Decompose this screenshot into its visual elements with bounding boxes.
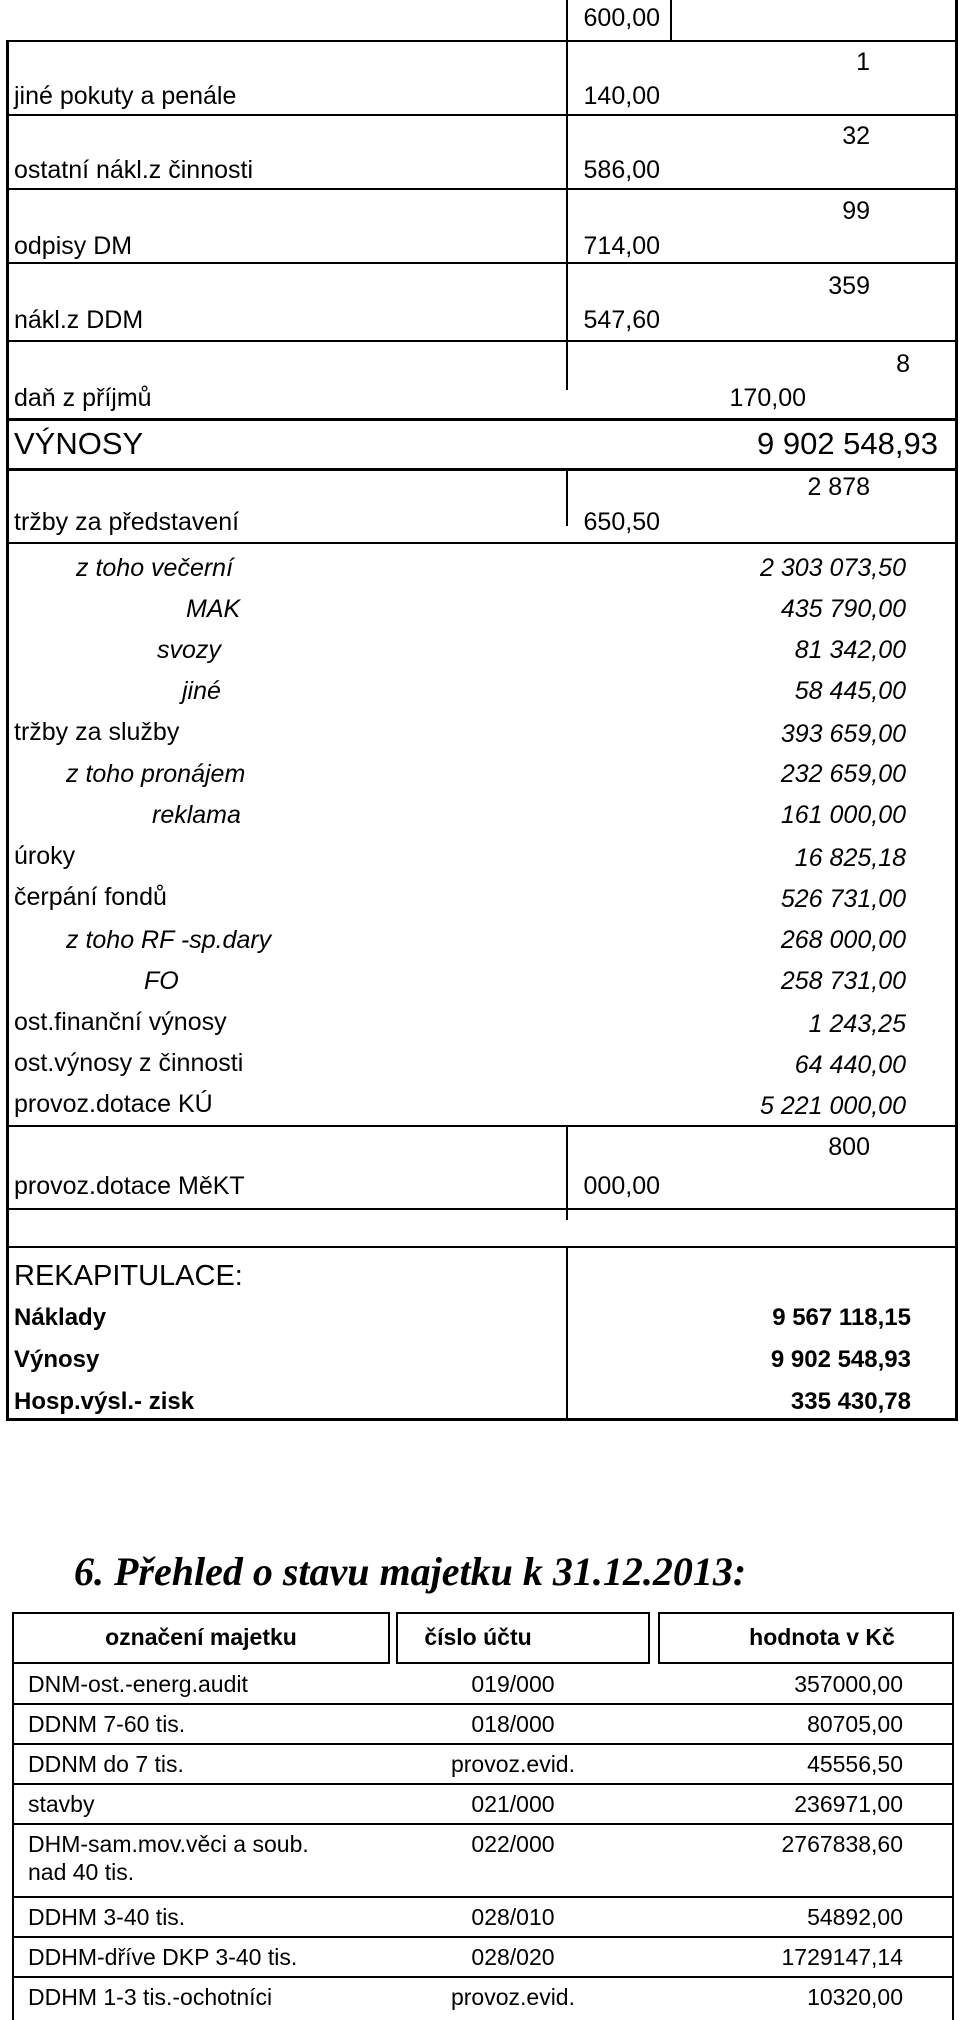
table-cell-value: 1729147,14 (781, 1944, 903, 1970)
table-cell-value: 357000,00 (794, 1671, 903, 1697)
row-value: 81 342,00 (794, 636, 906, 664)
recap-label: Výnosy (14, 1346, 100, 1373)
amount-upper: 8 (896, 350, 910, 378)
row-label: daň z příjmů (14, 384, 152, 412)
table-cell-account: 021/000 (471, 1791, 555, 1817)
row-label: nákl.z DDM (14, 306, 144, 334)
table-cell-value: 45556,50 (807, 1751, 903, 1777)
table-cell-account: provoz.evid. (450, 1751, 575, 1777)
table-cell-account: 028/010 (471, 1904, 555, 1930)
table-cell-account: 018/000 (471, 1711, 555, 1737)
column-header-account: číslo účtu (424, 1624, 532, 1650)
amount-upper: 99 (842, 197, 870, 225)
row-value: 258 731,00 (780, 967, 906, 995)
table-border-right (955, 0, 958, 1420)
row-value: 393 659,00 (780, 720, 906, 748)
amount-lower: 547,60 (583, 306, 660, 334)
row-label: tržby za služby (14, 718, 180, 746)
amount-lower: 000,00 (583, 1172, 660, 1200)
row-value: 435 790,00 (780, 595, 906, 623)
table-cell-value: 236971,00 (794, 1791, 903, 1817)
amount-top: 600,00 (583, 4, 660, 32)
row-value: 232 659,00 (780, 760, 906, 788)
row-label: čerpání fondů (14, 883, 167, 911)
amount-upper: 32 (842, 122, 870, 150)
row-value: 16 825,18 (794, 844, 906, 872)
row-label: z toho večerní (76, 554, 234, 582)
row-label: ost.finanční výnosy (14, 1008, 227, 1036)
row-value: 5 221 000,00 (760, 1092, 906, 1120)
row-label: provoz.dotace MěKT (14, 1172, 245, 1200)
table-cell-account: provoz.evid. (450, 1984, 575, 2010)
table-cell-name: DHM-sam.mov.věci a soub. (28, 1831, 309, 1857)
amount-lower: 586,00 (583, 156, 660, 184)
row-label: odpisy DM (14, 232, 133, 260)
table-cell-name: DDHM-dříve DKP 3-40 tis. (28, 1944, 298, 1970)
amount-upper: 359 (828, 272, 870, 300)
row-label: svozy (157, 636, 221, 664)
row-value: 64 440,00 (794, 1051, 906, 1079)
amount-upper: 800 (828, 1133, 870, 1161)
recap-label: Náklady (14, 1304, 107, 1331)
assets-heading: 6. Přehled o stavu majetku k 31.12.2013: (74, 1549, 747, 1594)
amount-upper: 1 (856, 48, 870, 76)
amount-lower: 714,00 (583, 232, 660, 260)
row-label: úroky (14, 842, 76, 870)
amount-lower: 650,50 (583, 508, 660, 536)
table-cell-account: 019/000 (471, 1671, 555, 1697)
table-cell-name-continued: nad 40 tis. (28, 1859, 135, 1885)
table-cell-account: 022/000 (471, 1831, 555, 1857)
table-cell-name: DDNM 7-60 tis. (28, 1711, 186, 1737)
amount-lower: 170,00 (729, 384, 806, 412)
table-cell-name: DDNM do 7 tis. (28, 1751, 184, 1777)
table-cell-value: 10320,00 (807, 1984, 903, 2010)
column-header-asset: označení majetku (105, 1624, 297, 1650)
table-cell-value: 80705,00 (807, 1711, 903, 1737)
recap-value: 9 567 118,15 (772, 1304, 911, 1331)
row-label: jiné pokuty a penále (14, 82, 237, 110)
row-value: 268 000,00 (780, 926, 906, 954)
income-header-label: VÝNOSY (14, 426, 144, 461)
row-label: z toho RF -sp.dary (66, 926, 272, 954)
table-cell-name: DNM-ost.-energ.audit (28, 1671, 248, 1697)
recap-title: REKAPITULACE: (14, 1260, 243, 1292)
column-divider (566, 1248, 568, 1420)
table-cell-name: DDHM 1-3 tis.-ochotníci (28, 1984, 273, 2010)
row-label: jiné (182, 677, 221, 705)
row-label: z toho pronájem (66, 760, 246, 788)
row-label: ostatní nákl.z činnosti (14, 156, 254, 184)
amount-lower: 140,00 (583, 82, 660, 110)
row-label: reklama (152, 801, 241, 829)
row-label: ost.výnosy z činnosti (14, 1049, 244, 1077)
table-border-left (6, 40, 9, 1420)
row-label: FO (144, 967, 179, 995)
table-cell-name: stavby (28, 1791, 95, 1817)
row-label: tržby za představení (14, 508, 240, 536)
row-value: 1 243,25 (808, 1010, 906, 1038)
table-cell-value: 2767838,60 (781, 1831, 903, 1857)
row-value: 526 731,00 (780, 885, 906, 913)
column-header-value: hodnota v Kč (749, 1624, 895, 1650)
column-divider (670, 0, 672, 40)
income-header-value: 9 902 548,93 (756, 426, 938, 461)
recap-value: 9 902 548,93 (770, 1346, 911, 1373)
table-cell-value: 54892,00 (807, 1904, 903, 1930)
recap-value: 335 430,78 (790, 1388, 911, 1415)
row-value: 161 000,00 (780, 801, 906, 829)
row-value: 58 445,00 (794, 677, 906, 705)
table-cell-account: 028/020 (471, 1944, 555, 1970)
table-cell-name: DDHM 3-40 tis. (28, 1904, 186, 1930)
row-label: MAK (186, 595, 241, 623)
recap-label: Hosp.výsl.- zisk (14, 1388, 195, 1415)
row-value: 2 303 073,50 (760, 554, 906, 582)
amount-upper: 2 878 (807, 473, 870, 501)
row-label: provoz.dotace KÚ (14, 1090, 213, 1118)
